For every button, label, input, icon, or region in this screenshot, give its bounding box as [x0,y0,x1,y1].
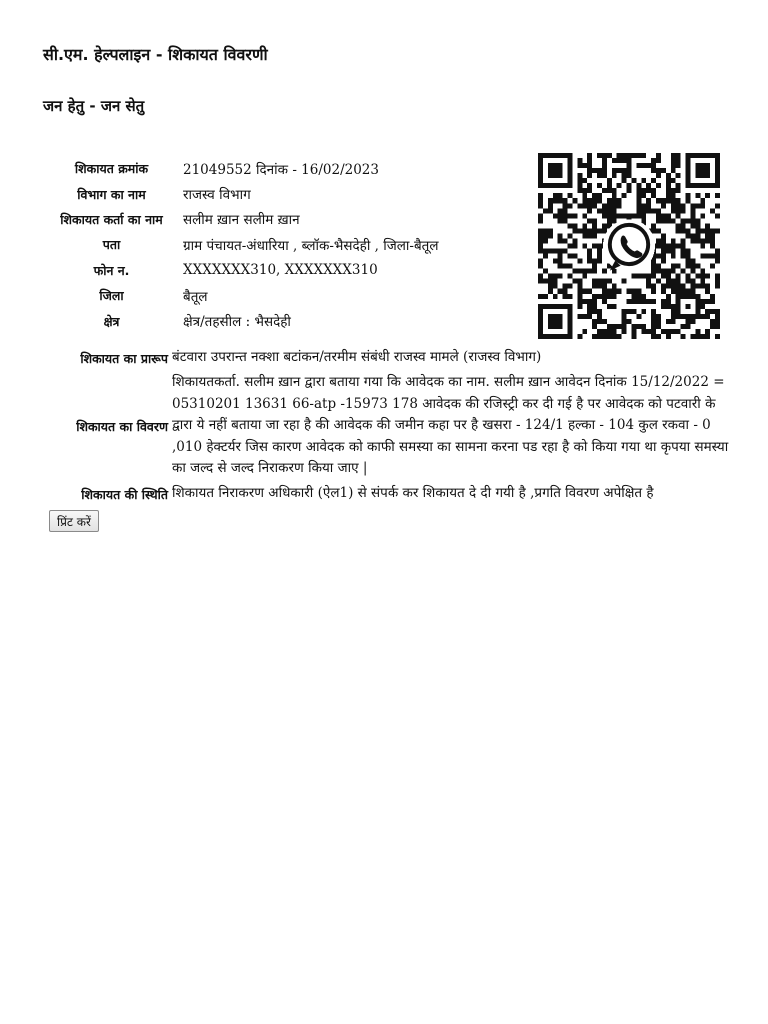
info-label: पता [102,237,121,253]
complaint-description-label: शिकायत का विवरण [76,418,168,434]
detail-row-format [48,346,732,370]
detail-row-description [48,370,732,482]
info-label: विभाग का नाम [77,186,146,202]
info-label: शिकायत क्रमांक [74,161,149,177]
info-row-complainant-name [44,207,439,232]
info-label: क्षेत्र [103,313,120,329]
info-value: क्षेत्र/तहसील : भैसदेही [183,314,291,331]
print-button[interactable]: प्रिंट करें [49,510,99,532]
complaint-info-table [44,156,439,334]
info-value: 21049552 दिनांक - 16/02/2023 [183,161,379,178]
page-title: सी.एम. हेल्पलाइन - शिकायत विवरणी [43,45,268,64]
complaint-details-table [48,346,732,506]
info-label: जिला [99,288,124,304]
whatsapp-icon [603,219,655,272]
info-value: ग्राम पंचायत-अंधारिया , ब्लॉक-भैसदेही , जिला-बैतूल [183,237,439,254]
complaint-status-value: शिकायत निराकरण अधिकारी (ऐल1) से संपर्क कर शिकायत दे दी गयी है ,प्रगति विवरण अपेक्षित है [172,485,654,502]
info-value: राजस्व विभाग [183,187,251,204]
info-label: शिकायत कर्ता का नाम [60,211,163,227]
info-value: बैतूल [183,288,208,305]
info-row-address [44,232,439,257]
info-row-district [44,283,439,308]
detail-row-status [48,482,732,506]
info-row-complaint-number [44,156,439,181]
info-value: सलीम ख़ान सलीम ख़ान [183,212,300,229]
info-row-area [44,308,439,333]
tagline: जन हेतु - जन सेतु [43,97,145,115]
complaint-format-label: शिकायत का प्रारूप [80,350,168,366]
info-value: XXXXXXX310, XXXXXXX310 [183,262,378,279]
qr-code [538,153,720,339]
info-row-phone [44,258,439,283]
complaint-description-value: शिकायतकर्ता. सलीम ख़ान द्वारा बताया गया कि आवेदक का नाम. सलीम ख़ान आवेदन दिनांक 15/12/2022 = 05310201 13631 66-atp -15973 178 आवेदक की रजिस्ट्री कर दी गई है पर आवेदक को पटवारी के द्वारा ये नहीं बताया जा रहा है की आवेदक की जमीन कहा पर है खसरा - 124/1 हल्का - 104 कुल रकवा - 0 ,010 हेक्टर्यर जिस कारण आवेदक को काफी समस्या का सामना करना पड रहा है को किया गया था कृपया समस्या का जल्द से जल्द निराकरण किया जाए | [172,374,729,477]
info-label: फोन न. [93,262,130,278]
info-row-department [44,181,439,206]
complaint-status-label: शिकायत की स्थिति [81,486,168,502]
complaint-format-value: बंटवारा उपरान्त नक्शा बटांकन/तरमीम संबंधी राजस्व मामले (राजस्व विभाग) [172,349,542,366]
